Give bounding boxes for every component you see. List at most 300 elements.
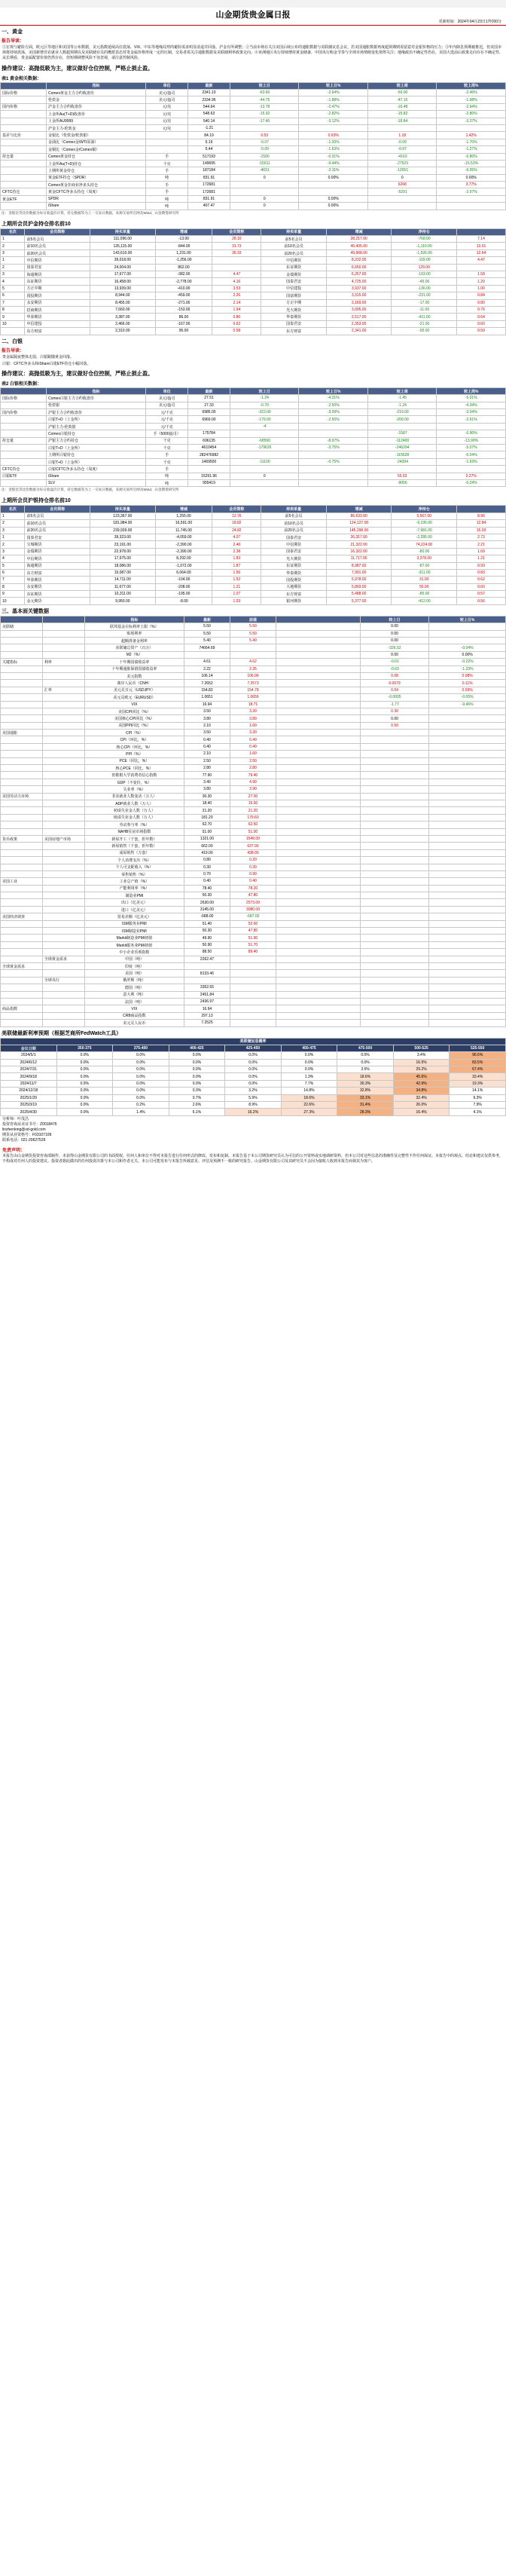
table-cell: 24.82 bbox=[212, 527, 261, 534]
table-cell: -3.37% bbox=[437, 118, 506, 124]
table-header bbox=[1, 387, 47, 394]
table-cell: 74,224.00 bbox=[392, 541, 457, 548]
table-cell: 12.64 bbox=[457, 249, 506, 256]
table-cell: 伦敦银 bbox=[47, 402, 146, 408]
table-cell: 美国核心CPI同比（%） bbox=[84, 715, 184, 722]
table-cell: 中信期货 bbox=[25, 257, 90, 264]
table-cell: 0.58 bbox=[212, 328, 261, 335]
table-cell: -2.91% bbox=[437, 416, 506, 423]
table-cell bbox=[429, 736, 506, 743]
table-cell: 0.59 bbox=[457, 328, 506, 335]
table-cell: 进口（亿美元） bbox=[84, 906, 184, 913]
table-cell: -6.05% bbox=[437, 167, 506, 174]
silver-summary-2: 白银：CFTC净多头和iShare白银ETF持仓小幅回落。 bbox=[2, 361, 91, 366]
table-cell: 6,650.00 bbox=[326, 264, 392, 271]
table-cell: 1.21 bbox=[212, 583, 261, 590]
table-cell bbox=[276, 913, 360, 920]
table-cell bbox=[184, 651, 230, 658]
table-cell: -5.07% bbox=[437, 445, 506, 451]
table-cell: -0.04% bbox=[437, 451, 506, 458]
table-cell: 0 bbox=[230, 195, 299, 202]
table-cell: 16.94 bbox=[184, 701, 230, 708]
table-cell: 3.20 bbox=[230, 730, 276, 736]
table-cell bbox=[146, 132, 188, 139]
fed-probability: 33.1% bbox=[337, 1094, 394, 1101]
table-cell: -209.00 bbox=[367, 416, 437, 423]
table-header: 会员简称 bbox=[212, 506, 261, 512]
table-header: 指标 bbox=[47, 387, 146, 394]
table-cell: 8,944.00 bbox=[90, 292, 156, 299]
table-cell bbox=[42, 970, 84, 977]
table-cell bbox=[360, 779, 429, 785]
fed-probability: 0.0% bbox=[169, 1052, 225, 1059]
table-cell: 23,191.00 bbox=[90, 541, 156, 548]
table-header: 450-475 bbox=[281, 1045, 337, 1051]
fed-probability: 0.0% bbox=[225, 1080, 282, 1087]
table-cell: 1.60 bbox=[230, 751, 276, 757]
table-cell bbox=[429, 892, 506, 899]
table-row bbox=[1, 103, 506, 110]
table-cell bbox=[276, 743, 360, 750]
table-cell: 超额准备金利率 bbox=[84, 638, 184, 644]
table-row bbox=[1, 687, 506, 693]
table-cell: 金瑞期货 bbox=[261, 271, 327, 277]
table-cell: 2.21 bbox=[457, 541, 506, 548]
table-row bbox=[1, 591, 506, 598]
table-cell: 劳动参与率（%） bbox=[84, 821, 184, 828]
table-cell bbox=[1, 694, 43, 701]
table-cell: -0.24% bbox=[437, 479, 506, 486]
table-row bbox=[1, 111, 506, 118]
fed-probability: 0.0% bbox=[225, 1052, 282, 1059]
table-cell bbox=[42, 821, 84, 828]
table-cell: 国际价格 bbox=[1, 395, 47, 402]
table-cell bbox=[429, 857, 506, 864]
table-cell: -8.00 bbox=[155, 598, 212, 604]
disclaimer-title: 免责声明： bbox=[2, 1148, 26, 1153]
table-cell: 俄罗斯（吨） bbox=[84, 977, 184, 984]
table-cell: 德国（吨） bbox=[84, 984, 184, 991]
table-cell: -112400 bbox=[367, 437, 437, 444]
table-cell: 新屋开工（千套，折年数） bbox=[84, 835, 184, 842]
table-cell bbox=[429, 920, 506, 927]
table-cell: 47.80 bbox=[230, 928, 276, 935]
table-cell bbox=[276, 821, 360, 828]
fed-probability: 4.1% bbox=[450, 1109, 506, 1115]
table-cell bbox=[1, 800, 43, 807]
fed-probability: 0.0% bbox=[337, 1059, 394, 1066]
table-cell: 前20名会员 bbox=[261, 527, 327, 534]
table-cell bbox=[276, 765, 360, 772]
table-cell: 美元/盎司 bbox=[146, 402, 188, 408]
table-row bbox=[1, 821, 506, 828]
table-header bbox=[457, 506, 506, 512]
table-cell: 637.00 bbox=[230, 843, 276, 849]
table-cell: 上期所白银持仓 bbox=[47, 451, 146, 458]
table-cell: -179626 bbox=[230, 445, 299, 451]
table-cell bbox=[42, 913, 84, 920]
fed-probability: 0.0% bbox=[281, 1066, 337, 1073]
table-row bbox=[1, 757, 506, 764]
table-cell bbox=[276, 843, 360, 849]
table-cell: 1.69 bbox=[457, 548, 506, 555]
table-cell: 79.40 bbox=[230, 772, 276, 779]
table-cell bbox=[1, 479, 47, 486]
table-cell: -3.04% bbox=[437, 409, 506, 416]
table-cell: 5,567.00 bbox=[392, 512, 457, 519]
table-cell: 前5名会员 bbox=[25, 236, 90, 243]
table-cell: -63.60 bbox=[230, 90, 299, 96]
table-cell: -15611 bbox=[230, 160, 299, 167]
table-cell bbox=[429, 623, 506, 630]
table-cell bbox=[42, 843, 84, 849]
table-cell bbox=[437, 466, 506, 473]
table-cell: 0.60 bbox=[457, 583, 506, 590]
table-cell bbox=[437, 203, 506, 210]
table-cell: -16.48 bbox=[367, 103, 437, 110]
table-row bbox=[1, 562, 506, 569]
gold-summary-title: 报告导读： bbox=[2, 39, 25, 44]
table-cell bbox=[360, 935, 429, 941]
table-cell bbox=[429, 743, 506, 750]
table-row bbox=[1, 598, 506, 604]
table-row bbox=[1, 430, 506, 437]
table-cell: 联邦基金目标利率上限（%） bbox=[84, 623, 184, 630]
analyst: 分析师：叶茂昌 bbox=[2, 1116, 29, 1121]
table-cell: 3.40 bbox=[184, 779, 230, 785]
table-cell: 4.16 bbox=[212, 278, 261, 285]
table-cell bbox=[360, 730, 429, 736]
table-cell bbox=[429, 1012, 506, 1019]
table-cell: 白银T+D（上金所） bbox=[47, 458, 146, 465]
table-cell bbox=[457, 264, 506, 271]
table-cell bbox=[42, 751, 84, 757]
table-cell: 东证期货 bbox=[261, 264, 327, 271]
table-cell bbox=[1, 1012, 43, 1019]
table-cell: -1.21 bbox=[188, 124, 230, 131]
table-cell bbox=[360, 828, 429, 835]
table-cell: 84.19 bbox=[188, 132, 230, 139]
table-cell bbox=[276, 786, 360, 793]
table-cell: 大地期货 bbox=[261, 583, 327, 590]
table-cell bbox=[1, 906, 43, 913]
table-cell: 东证期货 bbox=[25, 278, 90, 285]
table-cell bbox=[1, 160, 47, 167]
table-cell: VIX bbox=[84, 1005, 184, 1012]
table-cell: 国泰君安 bbox=[25, 264, 90, 271]
table-cell: 贸易差额（亿美元） bbox=[84, 913, 184, 920]
table-header: 会员简称 bbox=[212, 228, 261, 235]
table-cell: 149695 bbox=[188, 160, 230, 167]
table-cell: 1.83 bbox=[212, 555, 261, 562]
table-cell: 106.14 bbox=[184, 672, 230, 679]
fed-probability: 0.0% bbox=[169, 1080, 225, 1087]
table-cell bbox=[42, 949, 84, 956]
table-cell bbox=[429, 849, 506, 856]
gold-section-title: 一、黄金 bbox=[2, 29, 23, 35]
table-cell bbox=[276, 814, 360, 821]
table-row bbox=[1, 445, 506, 451]
table-cell: -17.40 bbox=[230, 118, 299, 124]
table-cell: 上金所Au(T+D)持仓 bbox=[47, 160, 146, 167]
table-cell bbox=[1, 970, 43, 977]
table-cell: 1.42% bbox=[437, 132, 506, 139]
table-cell bbox=[360, 870, 429, 877]
table-cell: 540.14 bbox=[188, 118, 230, 124]
table-row bbox=[1, 423, 506, 430]
table-cell: 2 bbox=[1, 243, 25, 249]
table-cell bbox=[429, 878, 506, 885]
table-cell bbox=[1, 998, 43, 1005]
table-cell: 华泰期货 bbox=[261, 569, 327, 576]
table-cell: 9 bbox=[1, 591, 25, 598]
table-cell: 0.00% bbox=[299, 195, 368, 202]
table-cell bbox=[230, 430, 299, 437]
table-cell: 白银CFTC净多头持仓（周度） bbox=[47, 466, 146, 473]
table-row bbox=[1, 694, 506, 701]
table-cell: -13.90% bbox=[437, 437, 506, 444]
fed-probability: 34.8% bbox=[393, 1088, 450, 1094]
table-cell: 2.80 bbox=[230, 765, 276, 772]
fed-probability: 16.5% bbox=[393, 1059, 450, 1066]
table-cell: 0.00% bbox=[437, 174, 506, 181]
table-cell: -104.00 bbox=[155, 577, 212, 583]
table-cell: 15291.96 bbox=[188, 473, 230, 479]
table-cell bbox=[1, 828, 43, 835]
table-cell: -311.00 bbox=[392, 569, 457, 576]
table-cell: 0.86 bbox=[212, 314, 261, 320]
table-cell: 5.40 bbox=[230, 638, 276, 644]
table-cell: -271.00 bbox=[155, 299, 212, 306]
table-cell bbox=[1, 757, 43, 764]
table-cell: 前10名会员 bbox=[261, 520, 327, 527]
table-cell: -1.88% bbox=[299, 96, 368, 103]
table-cell: 千克 bbox=[146, 437, 188, 444]
table-cell bbox=[429, 949, 506, 956]
table-cell: iShare bbox=[47, 203, 146, 210]
table-cell bbox=[1, 118, 47, 124]
table-row bbox=[1, 153, 506, 160]
table-cell bbox=[429, 935, 506, 941]
table-row bbox=[1, 920, 506, 927]
table-header: 较上周 bbox=[367, 82, 437, 89]
table-cell bbox=[230, 1005, 276, 1012]
table-cell: 3.80 bbox=[184, 715, 230, 722]
table-row bbox=[1, 665, 506, 672]
table-cell: 1.52 bbox=[212, 577, 261, 583]
table-cell bbox=[230, 644, 276, 651]
table-header: 会议日期 bbox=[1, 1045, 57, 1051]
table-cell bbox=[42, 984, 84, 991]
table-cell: 元/克 bbox=[146, 111, 188, 118]
fed-date: 2025/3/19 bbox=[1, 1102, 57, 1109]
table-cell: 2.14 bbox=[212, 299, 261, 306]
table-cell: 172681 bbox=[188, 188, 230, 195]
table-cell: 出口（亿美元） bbox=[84, 899, 184, 906]
table-cell: -44.75 bbox=[230, 96, 299, 103]
table-row bbox=[1, 730, 506, 736]
table-cell bbox=[42, 935, 84, 941]
table-cell: 2,341.00 bbox=[326, 328, 392, 335]
table-row bbox=[1, 118, 506, 124]
table-cell: -2.46% bbox=[437, 90, 506, 96]
table-cell: 中国（吨） bbox=[84, 956, 184, 962]
table-cell bbox=[437, 195, 506, 202]
table-cell bbox=[42, 878, 84, 885]
table-row bbox=[1, 124, 506, 131]
table-cell: 东证期货 bbox=[25, 591, 90, 598]
fed-subtitle: 美联储加息概率 bbox=[1, 1038, 506, 1045]
table-cell bbox=[360, 786, 429, 793]
table-cell: 华泰期货 bbox=[261, 314, 327, 320]
silver-section-title: 二、白银 bbox=[2, 338, 23, 344]
table-row bbox=[1, 807, 506, 814]
table-cell: 16.94 bbox=[184, 1005, 230, 1012]
table-cell: GDP（不变价，%） bbox=[84, 779, 184, 785]
table-cell: 2 bbox=[1, 541, 25, 548]
table-cell bbox=[429, 807, 506, 814]
table-cell: 0.83 bbox=[457, 569, 506, 576]
table-row bbox=[1, 160, 506, 167]
table-cell: 1 bbox=[1, 257, 25, 264]
table-cell: 5 bbox=[1, 562, 25, 569]
fed-probability: 0.0% bbox=[56, 1080, 113, 1087]
table-cell bbox=[188, 466, 230, 473]
table-cell: 千克 bbox=[146, 458, 188, 465]
table-cell: 金银比（伦敦金/伦敦银） bbox=[47, 132, 146, 139]
fed-probability: 8.9% bbox=[225, 1102, 282, 1109]
table-cell: 沪银主力-伦敦银 bbox=[47, 423, 146, 430]
fed-probability: 26.0% bbox=[393, 1102, 450, 1109]
table-cell: -2.82% bbox=[299, 111, 368, 118]
table-cell: 元/克 bbox=[146, 124, 188, 131]
table-cell: 12.84 bbox=[457, 520, 506, 527]
table-cell: 2,353.00 bbox=[326, 320, 392, 327]
table-cell: 5.50 bbox=[184, 630, 230, 637]
table-cell: 元/千克 bbox=[146, 409, 188, 416]
table-row bbox=[1, 779, 506, 785]
table-cell: -2.50% bbox=[299, 416, 368, 423]
table-cell: 62.50 bbox=[230, 821, 276, 828]
table-cell: 金瑞期货 bbox=[25, 548, 90, 555]
gold-data-table bbox=[0, 82, 506, 210]
table-header: 持卖单量 bbox=[261, 228, 327, 235]
table-row bbox=[1, 146, 506, 153]
table-cell bbox=[276, 970, 360, 977]
table-cell: -2.97% bbox=[437, 188, 506, 195]
table-cell: 0.27% bbox=[437, 473, 506, 479]
table-cell bbox=[276, 941, 360, 948]
table-row bbox=[1, 299, 506, 306]
table-cell: 2.72 bbox=[457, 534, 506, 540]
table-cell: 126,115.00 bbox=[90, 243, 156, 249]
table-cell: 8,987.00 bbox=[326, 562, 392, 569]
table-cell bbox=[42, 651, 84, 658]
table-row bbox=[1, 195, 506, 202]
table-cell: -1.33% bbox=[429, 665, 506, 672]
table-cell: 美国工业 bbox=[1, 878, 43, 885]
table-cell: 3,315.00 bbox=[326, 292, 392, 299]
table-header: 400-425 bbox=[169, 1045, 225, 1051]
table-cell: 0.00 bbox=[360, 623, 429, 630]
table-row bbox=[1, 306, 506, 313]
table-cell bbox=[276, 885, 360, 892]
table-cell: -18.84 bbox=[367, 118, 437, 124]
table-cell: 123,367.00 bbox=[90, 512, 156, 519]
table-cell: -119.00 bbox=[392, 257, 457, 264]
disclaimer-text: 本报告由山金期货投资咨询部制作，未获得山金期货有限公司的书面授权，任何人和单位不得对本报告进行任何形式的修改、发布和复制。本报告基于本公司期货研究员认为可信的公开资料或实地调研资料，但本公司对这些信息的准确性及完整性不作任何保证。本报告中的观点、结论和建议仅供参考，不构成对任何人的投资建议。投资者据此做出的任何投资决策与本公司和作者无关。本公司可能发布与本报告所载意见、评估及预测不一致的研究报告。山金期货有限公司及其研究员不会因为接收人收到本报告而视其为客户。 bbox=[2, 1153, 504, 1164]
table-cell bbox=[42, 906, 84, 913]
table-cell: 华泰期货 bbox=[25, 577, 90, 583]
table-cell: -687.00 bbox=[230, 913, 276, 920]
table-row bbox=[1, 182, 506, 188]
table-header: 较上周 bbox=[367, 387, 437, 394]
table-cell bbox=[276, 878, 360, 885]
table-cell bbox=[1, 687, 43, 693]
table-cell: 39,018.00 bbox=[90, 257, 156, 264]
table-cell: 国泰君安 bbox=[261, 534, 327, 540]
table-cell bbox=[299, 479, 368, 486]
table-cell: 吨 bbox=[146, 479, 188, 486]
fed-probability: 0.0% bbox=[113, 1094, 169, 1101]
table-row bbox=[1, 772, 506, 779]
table-cell: 美联储 bbox=[1, 623, 43, 630]
table-cell bbox=[230, 962, 276, 969]
table-row bbox=[1, 249, 506, 256]
table-cell: 沪金主力-伦敦金 bbox=[47, 124, 146, 131]
table-header: 较上日 bbox=[230, 82, 299, 89]
table-cell: 179.60 bbox=[230, 814, 276, 821]
table-cell: 4.61 bbox=[184, 659, 230, 665]
table-cell bbox=[429, 998, 506, 1005]
table-cell bbox=[276, 757, 360, 764]
table-cell bbox=[360, 800, 429, 807]
table-cell: -459.00 bbox=[155, 292, 212, 299]
table-cell bbox=[1, 416, 47, 423]
table-row bbox=[1, 264, 506, 271]
fed-probability: 27.3% bbox=[281, 1109, 337, 1115]
table-cell bbox=[1, 779, 43, 785]
table-cell: 0 bbox=[230, 203, 299, 210]
table-cell: 40,405.00 bbox=[326, 243, 392, 249]
table-cell: 0.00% bbox=[299, 203, 368, 210]
table-cell bbox=[429, 772, 506, 779]
table-cell: 2 bbox=[1, 520, 25, 527]
update-time: 更新时间：2024年04月23日17时00分 bbox=[0, 19, 506, 26]
fed-probability: 0.0% bbox=[56, 1052, 113, 1059]
table-cell bbox=[1, 701, 43, 708]
table-row bbox=[1, 736, 506, 743]
table-cell: 5,978.00 bbox=[326, 577, 392, 583]
table-cell: 5,803.00 bbox=[326, 583, 392, 590]
table-cell: 0.80 bbox=[457, 299, 506, 306]
gold-rank-table bbox=[0, 228, 506, 335]
table-cell bbox=[1, 899, 43, 906]
table-header: 较上日% bbox=[429, 616, 506, 623]
table-cell bbox=[42, 870, 84, 877]
table-row bbox=[1, 906, 506, 913]
table-cell bbox=[42, 736, 84, 743]
table-cell: 0.62 bbox=[457, 577, 506, 583]
table-cell bbox=[276, 779, 360, 785]
table-cell bbox=[429, 928, 506, 935]
table-cell: -153.00 bbox=[155, 306, 212, 313]
table-cell bbox=[299, 466, 368, 473]
table-cell: 51.40 bbox=[184, 920, 230, 927]
table-row bbox=[1, 90, 506, 96]
table-cell: 1.87 bbox=[212, 562, 261, 569]
table-cell: 27.33 bbox=[188, 402, 230, 408]
